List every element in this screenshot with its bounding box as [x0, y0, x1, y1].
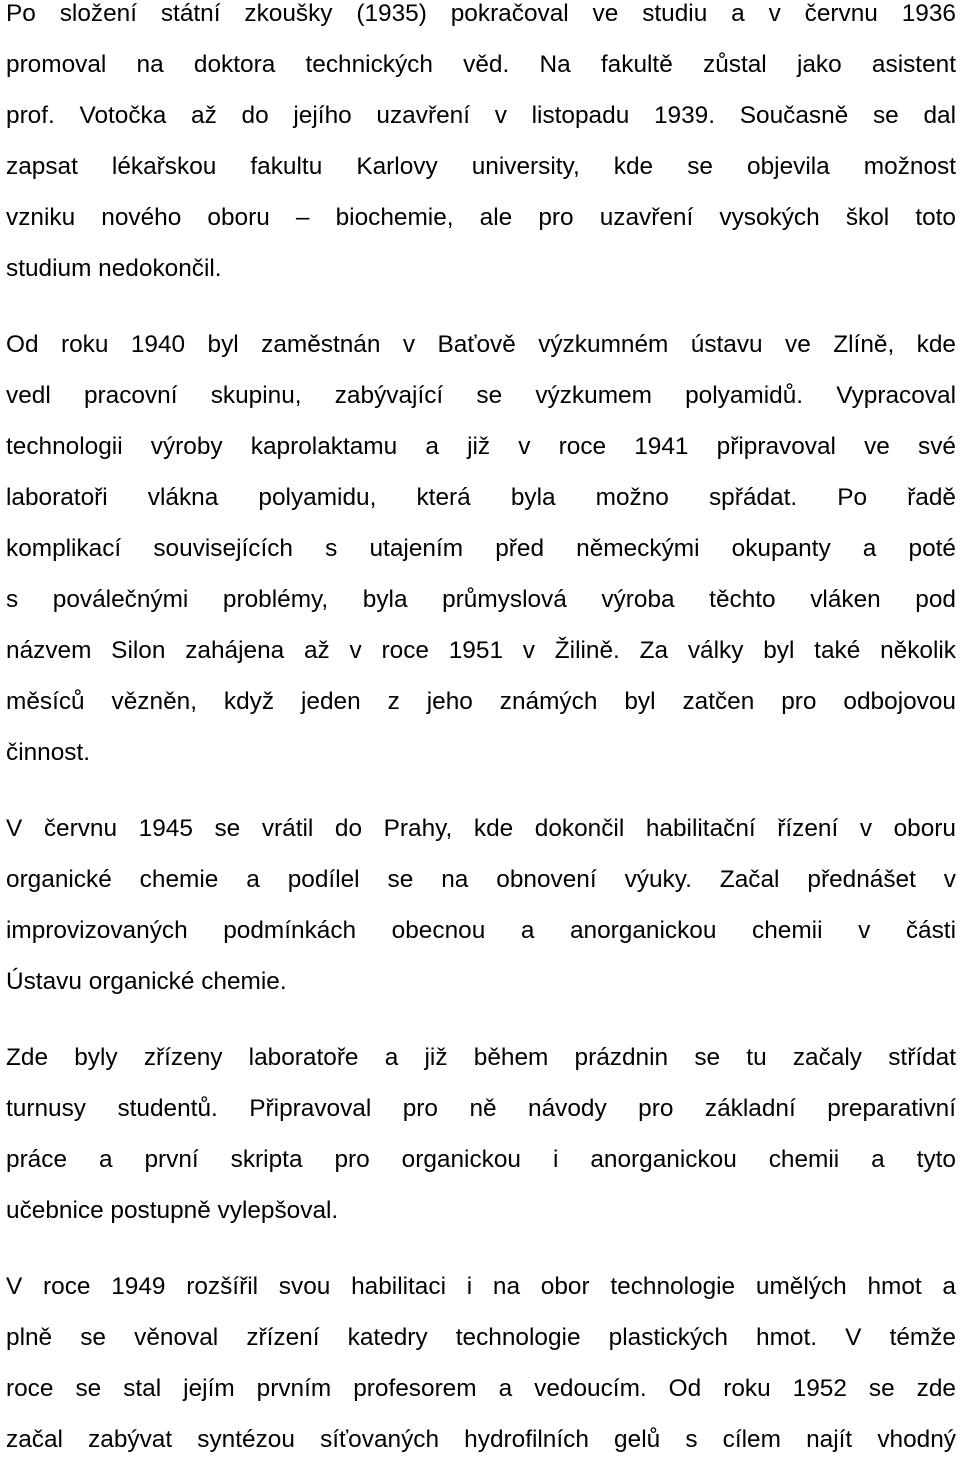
text-line: měsíců vězněn, když jeden z jeho známých byl zatčen pro odbojovou	[6, 688, 956, 715]
text-line: laboratoři vlákna polyamidu, která byla možno spřádat. Po řadě	[6, 484, 956, 511]
paragraph-4	[6, 1032, 956, 1236]
text-line: V roce 1949 rozšířil svou habilitaci i na obor technologie umělých hmot a	[6, 1273, 956, 1300]
text-line: plně se věnoval zřízení katedry technologie plastických hmot. V témže	[6, 1324, 956, 1351]
text-line: začal zabývat syntézou síťovaných hydrofilních gelů s cílem najít vhodný	[6, 1426, 956, 1453]
text-line: vedl pracovní skupinu, zabývající se výzkumem polyamidů. Vypracoval	[6, 382, 956, 409]
text-line: činnost.	[6, 739, 91, 766]
text-line: prof. Votočka až do jejího uzavření v listopadu 1939. Současně se dal	[6, 102, 956, 129]
text-line: Od roku 1940 byl zaměstnán v Baťově výzkumném ústavu ve Zlíně, kde	[6, 331, 956, 358]
text-line: improvizovaných podmínkách obecnou a anorganickou chemii v části	[6, 917, 956, 944]
paragraph-1	[6, 0, 956, 294]
text-line: technologii výroby kaprolaktamu a již v roce 1941 připravoval ve své	[6, 433, 956, 460]
text-line: komplikací souvisejících s utajením před německými okupanty a poté	[6, 535, 956, 562]
document-page	[6, 0, 956, 1465]
text-line: Zde byly zřízeny laboratoře a již během prázdnin se tu začaly střídat	[6, 1044, 956, 1071]
text-line: názvem Silon zahájena až v roce 1951 v Žilině. Za války byl také několik	[6, 637, 956, 664]
text-line: práce a první skripta pro organickou i anorganickou chemii a tyto	[6, 1146, 956, 1173]
text-line: s poválečnými problémy, byla průmyslová výroba těchto vláken pod	[6, 586, 956, 613]
text-line: roce se stal jejím prvním profesorem a vedoucím. Od roku 1952 se zde	[6, 1375, 956, 1402]
paragraph-5	[6, 1261, 956, 1465]
text-line: organické chemie a podílel se na obnovení výuky. Začal přednášet v	[6, 866, 956, 893]
text-line: vzniku nového oboru – biochemie, ale pro uzavření vysokých škol toto	[6, 204, 956, 231]
text-line: turnusy studentů. Připravoval pro ně návody pro základní preparativní	[6, 1095, 956, 1122]
text-line: V červnu 1945 se vrátil do Prahy, kde dokončil habilitační řízení v oboru	[6, 815, 956, 842]
text-line: Ústavu organické chemie.	[6, 968, 287, 995]
text-line: studium nedokončil.	[6, 255, 222, 282]
text-line: učebnice postupně vylepšoval.	[6, 1197, 339, 1224]
text-line: zapsat lékařskou fakultu Karlovy university, kde se objevila možnost	[6, 153, 956, 180]
paragraph-3	[6, 803, 956, 1007]
paragraph-2	[6, 319, 956, 778]
text-line: promoval na doktora technických věd. Na fakultě zůstal jako asistent	[6, 51, 956, 78]
text-line: Po složení státní zkoušky (1935) pokračoval ve studiu a v červnu 1936	[6, 0, 956, 27]
